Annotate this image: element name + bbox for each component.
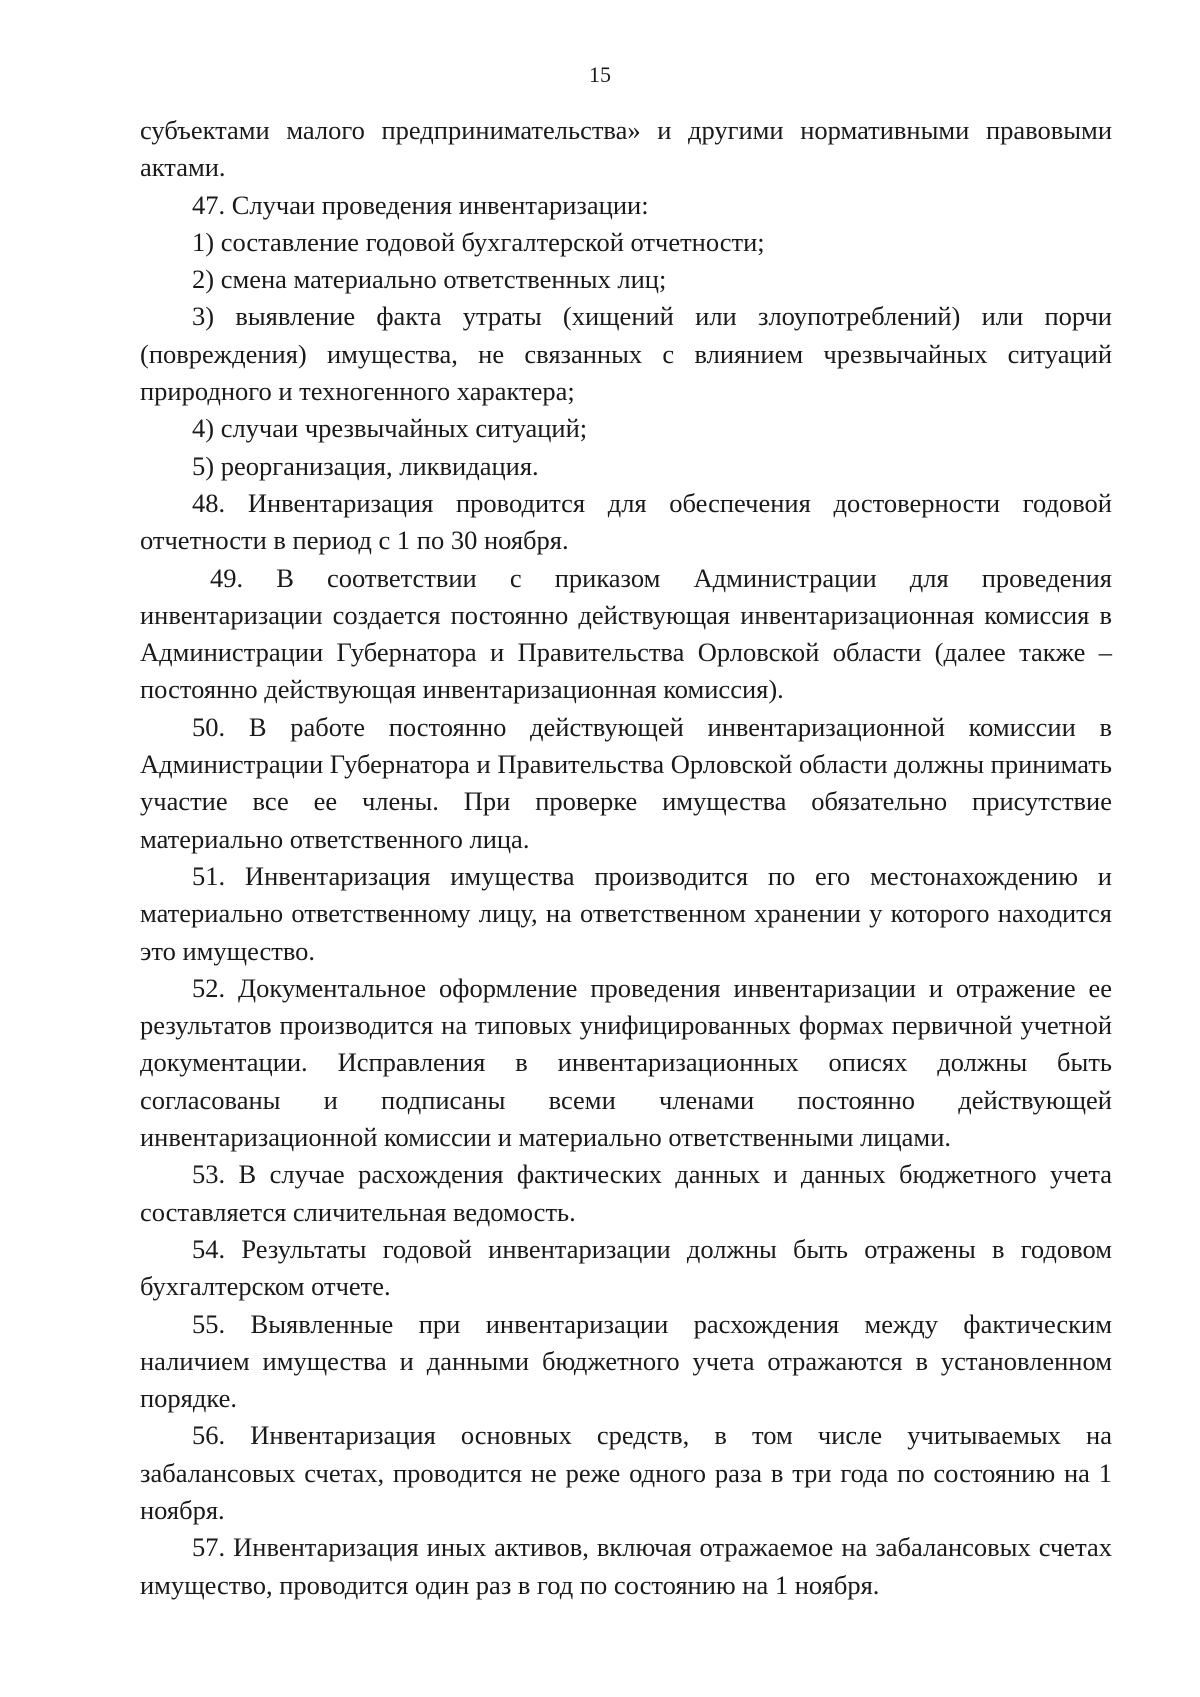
paragraph-51: 51. Инвентаризация имущества производится по его местонахождению и материально ответственному лицу, на ответственном хранении у которого находится это имущество. xyxy=(140,860,1112,966)
paragraph-49: 49. В соответствии с приказом Администрации для проведения инвентаризации создается постоянно действующая инвентаризационная комиссия в Администрации Губернатора и Правительства Орловской области (далее также – постоянно действующая инвентаризационная комиссия). xyxy=(140,562,1112,705)
list-item-4: 4) случаи чрезвычайных ситуаций; xyxy=(192,413,588,444)
list-item-3: 3) выявление факта утраты (хищений или злоупотреблений) или порчи (повреждения) имущества, не связанных с влиянием чрезвычайных ситуаций природного и техногенного характера; xyxy=(140,301,1112,407)
paragraph-53: 53. В случае расхождения фактических данных и данных бюджетного учета составляется сличительная ведомость. xyxy=(140,1159,1112,1227)
list-item-1: 1) составление годовой бухгалтерской отчетности; xyxy=(192,226,765,257)
paragraph-50: 50. В работе постоянно действующей инвентаризационной комиссии в Администрации Губернатора и Правительства Орловской области должны принимать участие все ее члены. При проверке имущества обязательно присутствие материально ответственного лица. xyxy=(140,711,1112,854)
paragraph-55: 55. Выявленные при инвентаризации расхождения между фактическим наличием имущества и данными бюджетного учета отражаются в установленном порядке. xyxy=(140,1308,1112,1414)
paragraph-54: 54. Результаты годовой инвентаризации должны быть отражены в годовом бухгалтерском отчете. xyxy=(140,1233,1112,1302)
paragraph-56: 56. Инвентаризация основных средств, в том числе учитываемых на забалансовых счетах, проводится не реже одного раза в три года по состоянию на 1 ноября. xyxy=(140,1420,1112,1525)
paragraph-continuation: субъектами малого предпринимательства» и другими нормативными правовыми актами. xyxy=(140,115,1112,183)
list-item-2: 2) смена материально ответственных лиц; xyxy=(192,264,667,295)
paragraph-57: 57. Инвентаризация иных активов, включая отражаемое на забалансовых счетах имущество, проводится один раз в год по состоянию на 1 ноября. xyxy=(140,1532,1112,1600)
list-item-5: 5) реорганизация, ликвидация. xyxy=(192,450,539,481)
page-number: 15 xyxy=(589,62,611,87)
paragraph-47: 47. Случаи проведения инвентаризации: xyxy=(192,189,649,220)
paragraph-52: 52. Документальное оформление проведения инвентаризации и отражение ее результатов производится на типовых унифицированных формах первичной учетной документации. Исправления в инвентаризационных описях должны быть согласованы и подписаны всеми членами постоянно действующей инвентаризационной комиссии и материально ответственными лицами. xyxy=(140,972,1112,1153)
document-body xyxy=(140,112,1112,1604)
paragraph-48: 48. Инвентаризация проводится для обеспечения достоверности годовой отчетности в период с 1 по 30 ноября. xyxy=(140,487,1112,556)
